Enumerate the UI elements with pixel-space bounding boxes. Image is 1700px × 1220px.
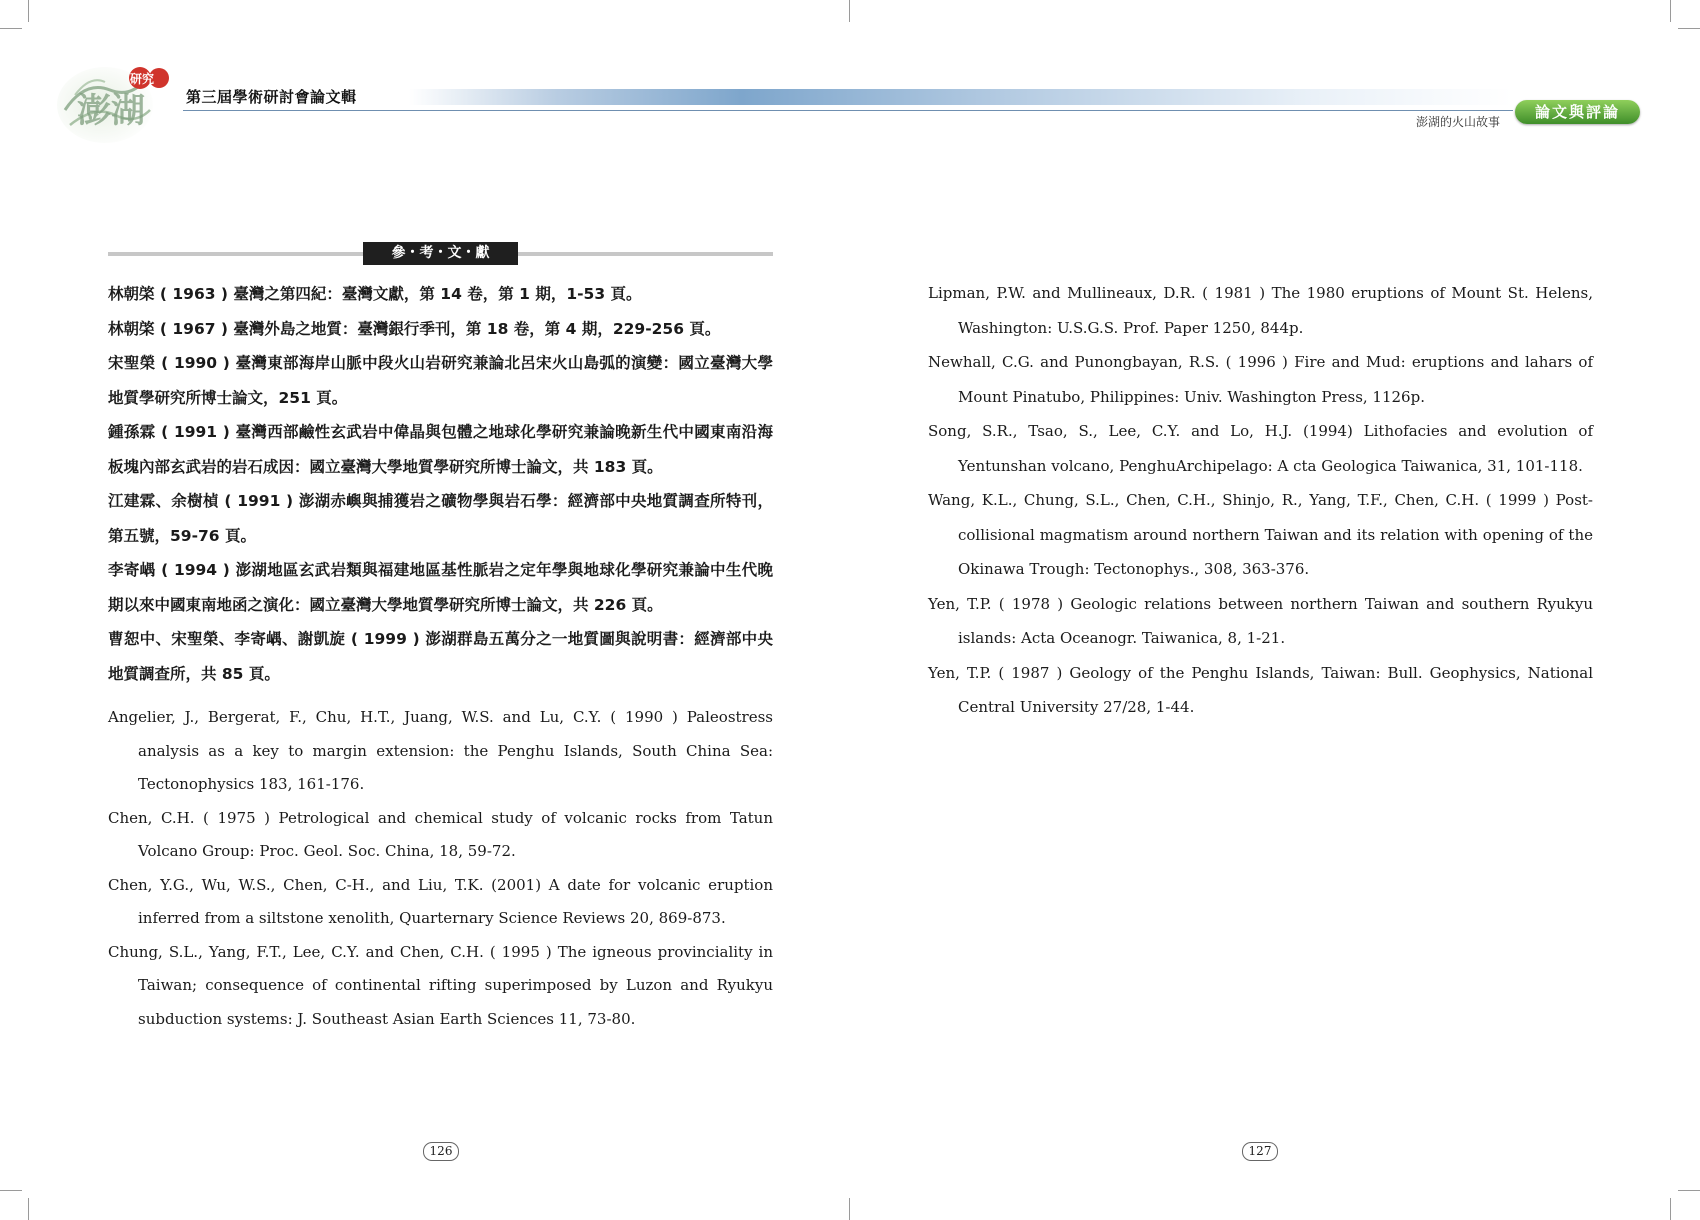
crop-mark [849, 1198, 850, 1220]
references-heading: 參・考・文・獻 [363, 242, 518, 265]
chapter-title: 澎湖的火山故事 [1415, 115, 1500, 129]
reference-en: Angelier, J., Bergerat, F., Chu, H.T., Juang, W.S. and Lu, C.Y. ( 1990 ) Paleostress analysis as a key to margin extension: the Penghu Islands, South China Sea: Tectonophysics 183, 161-176. [108, 708, 773, 793]
reference-zh: 林朝棨 ( 1963 ) 臺灣之第四紀：臺灣文獻，第 14 卷，第 1 期，1-53 頁。 [108, 285, 642, 303]
reference-zh: 宋聖榮 ( 1990 ) 臺灣東部海岸山脈中段火山岩研究兼論北呂宋火山島弧的演變：國立臺灣大學地質學研究所博士論文，251 頁。 [108, 354, 773, 407]
crop-mark [849, 0, 850, 22]
reference-en: Lipman, P.W. and Mullineaux, D.R. ( 1981 ) The 1980 eruptions of Mount St. Helens, Washington: U.S.G.S. Prof. Paper 1250, 844p. [928, 284, 1593, 337]
header-rule [183, 110, 1513, 111]
right-column [928, 276, 1593, 725]
logo-text-badge: 研究 [130, 72, 155, 86]
reference-en: Chung, S.L., Yang, F.T., Lee, C.Y. and Chen, C.H. ( 1995 ) The igneous provinciality in Taiwan; consequence of continental rifting superimposed by Luzon and Ryukyu subduction systems: J. Southeast Asian Earth Sciences 11, 73-80. [108, 942, 773, 1028]
reference-en: Newhall, C.G. and Punongbayan, R.S. ( 1996 ) Fire and Mud: eruptions and lahars of Mount Pinatubo, Philippines: Univ. Washington Press, 1126p. [928, 353, 1593, 406]
reference-en: Yen, T.P. ( 1987 ) Geology of the Penghu Islands, Taiwan: Bull. Geophysics, National Central University 27/28, 1-44. [928, 663, 1593, 716]
reference-zh: 林朝棨 ( 1967 ) 臺灣外島之地質：臺灣銀行季刊，第 18 卷，第 4 期，229-256 頁。 [108, 319, 721, 338]
reference-en: Yen, T.P. ( 1978 ) Geologic relations between northern Taiwan and southern Ryukyu islands: Acta Oceanogr. Taiwanica, 8, 1-21. [928, 594, 1593, 647]
reference-en: Chen, Y.G., Wu, W.S., Chen, C-H., and Liu, T.K. (2001) A date for volcanic eruption inferred from a siltstone xenolith, Quarternary Science Reviews 20, 869-873. [108, 875, 773, 927]
crop-mark [1670, 1198, 1671, 1220]
crop-mark [0, 1190, 22, 1191]
reference-zh: 曹恕中、宋聖榮、李寄嵎、謝凱旋 ( 1999 ) 澎湖群島五萬分之一地質圖與說明書：經濟部中央地質調查所，共 85 頁。 [108, 630, 773, 683]
section-tag: 論文與評論 [1515, 100, 1640, 124]
series-title: 第三屆學術研討會論文輯 [186, 88, 357, 106]
reference-zh: 鍾孫霖 ( 1991 ) 臺灣西部鹼性玄武岩中偉晶與包體之地球化學研究兼論晚新生代中國東南沿海板塊內部玄武岩的岩石成因：國立臺灣大學地質學研究所博士論文，共 183 頁。 [108, 423, 773, 476]
header-gradient-band [183, 89, 1513, 105]
logo-text-main: 澎湖 [77, 91, 145, 131]
page-number-right: 127 [1242, 1142, 1278, 1161]
reference-zh: 江建霖、余樹楨 ( 1991 ) 澎湖赤嶼與捕獲岩之礦物學與岩石學：經濟部中央地質調查所特刊，第五號，59-76 頁。 [108, 492, 773, 545]
crop-mark [1678, 1190, 1700, 1191]
reference-en: Song, S.R., Tsao, S., Lee, C.Y. and Lo, H.J. (1994) Lithofacies and evolution of Yentunshan volcano, PenghuArchipelago: A cta Geologica Taiwanica, 31, 101-118. [928, 422, 1593, 475]
left-column [108, 277, 773, 1036]
penghu-research-logo [55, 60, 170, 145]
reference-zh: 李寄嵎 ( 1994 ) 澎湖地區玄武岩類與福建地區基性脈岩之定年學與地球化學研究兼論中生代晚期以來中國東南地函之演化：國立臺灣大學地質學研究所博士論文，共 226 頁。 [108, 561, 773, 614]
reference-en: Chen, C.H. ( 1975 ) Petrological and chemical study of volcanic rocks from Tatun Volcano Group: Proc. Geol. Soc. China, 18, 59-72. [108, 808, 773, 860]
page-number-left: 126 [423, 1142, 459, 1161]
reference-en: Wang, K.L., Chung, S.L., Chen, C.H., Shinjo, R., Yang, T.F., Chen, C.H. ( 1999 ) Post-collisional magmatism around northern Taiwan and its relation with opening of the Okinawa Trough: Tectonophys., 308, 363-376. [928, 491, 1593, 578]
crop-mark [28, 1198, 29, 1220]
crop-mark [0, 28, 22, 29]
crop-mark [28, 0, 29, 22]
crop-mark [1670, 0, 1671, 22]
crop-mark [1678, 28, 1700, 29]
